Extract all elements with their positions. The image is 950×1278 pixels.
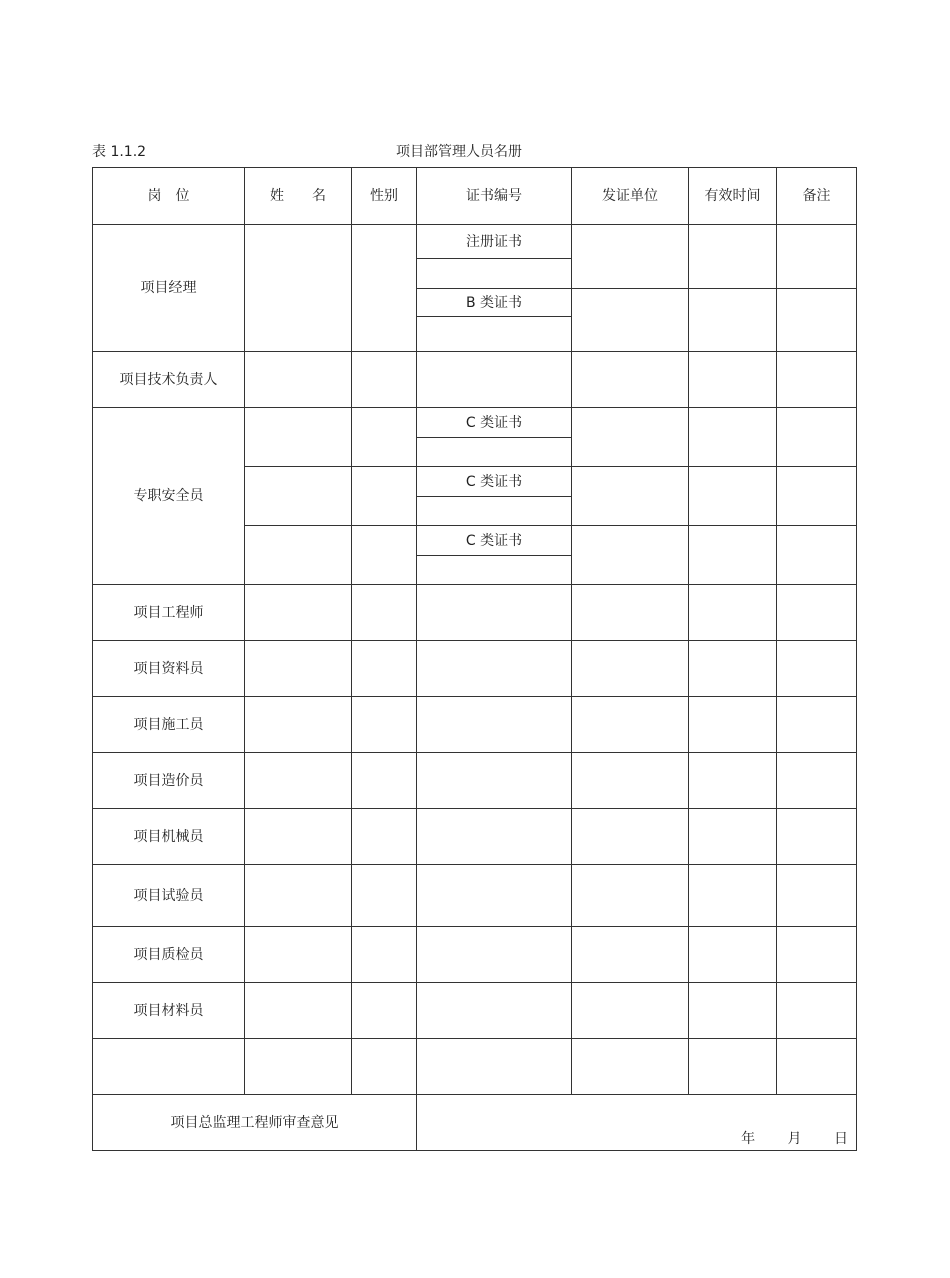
table-row — [93, 983, 857, 1039]
name-cell[interactable] — [245, 753, 352, 809]
gender-cell[interactable] — [352, 352, 417, 408]
name-cell[interactable] — [245, 809, 352, 865]
valid-time-cell[interactable] — [689, 927, 777, 983]
name-cell[interactable] — [245, 467, 352, 526]
role-label: 项目工程师 — [93, 585, 245, 641]
name-cell[interactable] — [245, 408, 352, 467]
table-row — [93, 927, 857, 983]
remark-cell[interactable] — [777, 865, 857, 927]
cert-no-cell[interactable] — [417, 641, 572, 697]
remark-cell[interactable] — [777, 641, 857, 697]
gender-cell[interactable] — [352, 641, 417, 697]
name-cell[interactable] — [245, 225, 352, 352]
cert-no-cell[interactable] — [417, 497, 572, 526]
cert-type-c: C 类证书 — [417, 526, 572, 556]
valid-time-cell[interactable] — [689, 289, 777, 352]
remark-cell[interactable] — [777, 983, 857, 1039]
personnel-register-table — [92, 167, 857, 1151]
remark-cell[interactable] — [777, 225, 857, 289]
role-label — [93, 1039, 245, 1095]
cert-no-cell[interactable] — [417, 865, 572, 927]
cert-no-cell[interactable] — [417, 753, 572, 809]
valid-time-cell[interactable] — [689, 585, 777, 641]
header-valid-time: 有效时间 — [689, 168, 777, 225]
name-cell[interactable] — [245, 352, 352, 408]
header-position: 岗 位 — [93, 168, 245, 225]
remark-cell[interactable] — [777, 1039, 857, 1095]
date-day: 日 — [834, 1131, 848, 1147]
name-cell[interactable] — [245, 526, 352, 585]
gender-cell[interactable] — [352, 467, 417, 526]
table-row — [93, 352, 857, 408]
table-row — [93, 408, 857, 438]
valid-time-cell[interactable] — [689, 467, 777, 526]
cert-no-cell[interactable] — [417, 317, 572, 352]
role-project-manager: 项目经理 — [93, 225, 245, 352]
issuer-cell[interactable] — [572, 927, 689, 983]
valid-time-cell[interactable] — [689, 526, 777, 585]
name-cell[interactable] — [245, 641, 352, 697]
remark-cell[interactable] — [777, 809, 857, 865]
name-cell[interactable] — [245, 927, 352, 983]
table-row — [93, 641, 857, 697]
role-label: 项目试验员 — [93, 865, 245, 927]
table-row — [93, 225, 857, 259]
remark-cell[interactable] — [777, 352, 857, 408]
table-row — [93, 1039, 857, 1095]
date-month: 月 — [787, 1131, 802, 1147]
valid-time-cell[interactable] — [689, 983, 777, 1039]
role-label: 项目资料员 — [93, 641, 245, 697]
header-issuer: 发证单位 — [572, 168, 689, 225]
cert-no-cell[interactable] — [417, 259, 572, 289]
cert-no-cell[interactable] — [417, 983, 572, 1039]
gender-cell[interactable] — [352, 526, 417, 585]
remark-cell[interactable] — [777, 467, 857, 526]
header-name: 姓 名 — [245, 168, 352, 225]
issuer-cell[interactable] — [572, 352, 689, 408]
cert-no-cell[interactable] — [417, 697, 572, 753]
table-number: 表 1.1.2 — [92, 144, 147, 160]
gender-cell[interactable] — [352, 697, 417, 753]
gender-cell[interactable] — [352, 225, 417, 352]
gender-cell[interactable] — [352, 927, 417, 983]
issuer-cell[interactable] — [572, 467, 689, 526]
table-row — [93, 809, 857, 865]
table-row — [93, 865, 857, 927]
valid-time-cell[interactable] — [689, 865, 777, 927]
role-tech-lead: 项目技术负责人 — [93, 352, 245, 408]
document-title: 项目部管理人员名册 — [396, 144, 522, 160]
header-remark: 备注 — [777, 168, 857, 225]
remark-cell[interactable] — [777, 289, 857, 352]
gender-cell[interactable] — [352, 585, 417, 641]
remark-cell[interactable] — [777, 408, 857, 467]
valid-time-cell[interactable] — [689, 753, 777, 809]
cert-no-cell[interactable] — [417, 438, 572, 467]
cert-type-c: C 类证书 — [417, 467, 572, 497]
name-cell[interactable] — [245, 983, 352, 1039]
role-label: 项目施工员 — [93, 697, 245, 753]
cert-no-cell[interactable] — [417, 352, 572, 408]
cert-no-cell[interactable] — [417, 556, 572, 585]
valid-time-cell[interactable] — [689, 1039, 777, 1095]
date-line — [713, 1131, 848, 1147]
issuer-cell[interactable] — [572, 585, 689, 641]
issuer-cell[interactable] — [572, 753, 689, 809]
issuer-cell[interactable] — [572, 983, 689, 1039]
gender-cell[interactable] — [352, 809, 417, 865]
gender-cell[interactable] — [352, 408, 417, 467]
issuer-cell[interactable] — [572, 1039, 689, 1095]
issuer-cell[interactable] — [572, 225, 689, 289]
valid-time-cell[interactable] — [689, 641, 777, 697]
valid-time-cell[interactable] — [689, 225, 777, 289]
table-row — [93, 585, 857, 641]
name-cell[interactable] — [245, 865, 352, 927]
role-label: 项目材料员 — [93, 983, 245, 1039]
remark-cell[interactable] — [777, 927, 857, 983]
role-safety-officer: 专职安全员 — [93, 408, 245, 585]
issuer-cell[interactable] — [572, 865, 689, 927]
gender-cell[interactable] — [352, 753, 417, 809]
date-year: 年 — [741, 1131, 756, 1147]
valid-time-cell[interactable] — [689, 408, 777, 467]
remark-cell[interactable] — [777, 526, 857, 585]
cert-no-cell[interactable] — [417, 585, 572, 641]
valid-time-cell[interactable] — [689, 809, 777, 865]
role-label: 项目质检员 — [93, 927, 245, 983]
table-row — [93, 697, 857, 753]
issuer-cell[interactable] — [572, 641, 689, 697]
issuer-cell[interactable] — [572, 526, 689, 585]
valid-time-cell[interactable] — [689, 352, 777, 408]
remark-cell[interactable] — [777, 753, 857, 809]
remark-cell[interactable] — [777, 697, 857, 753]
cert-type-b: B 类证书 — [417, 289, 572, 317]
header-row — [93, 168, 857, 225]
role-label: 项目造价员 — [93, 753, 245, 809]
gender-cell[interactable] — [352, 865, 417, 927]
opinion-row — [93, 1095, 857, 1151]
issuer-cell[interactable] — [572, 697, 689, 753]
header-gender: 性别 — [352, 168, 417, 225]
opinion-field[interactable] — [417, 1095, 857, 1151]
valid-time-cell[interactable] — [689, 697, 777, 753]
header-cert-no: 证书编号 — [417, 168, 572, 225]
issuer-cell[interactable] — [572, 408, 689, 467]
cert-no-cell[interactable] — [417, 927, 572, 983]
name-cell[interactable] — [245, 697, 352, 753]
name-cell[interactable] — [245, 585, 352, 641]
table-row — [93, 753, 857, 809]
gender-cell[interactable] — [352, 1039, 417, 1095]
cert-type-c: C 类证书 — [417, 408, 572, 438]
cert-no-cell[interactable] — [417, 1039, 572, 1095]
issuer-cell[interactable] — [572, 289, 689, 352]
role-label: 项目机械员 — [93, 809, 245, 865]
cert-type-registered: 注册证书 — [417, 225, 572, 259]
name-cell[interactable] — [245, 1039, 352, 1095]
cert-no-cell[interactable] — [417, 809, 572, 865]
remark-cell[interactable] — [777, 585, 857, 641]
opinion-label: 项目总监理工程师审查意见 — [93, 1095, 417, 1151]
gender-cell[interactable] — [352, 983, 417, 1039]
issuer-cell[interactable] — [572, 809, 689, 865]
